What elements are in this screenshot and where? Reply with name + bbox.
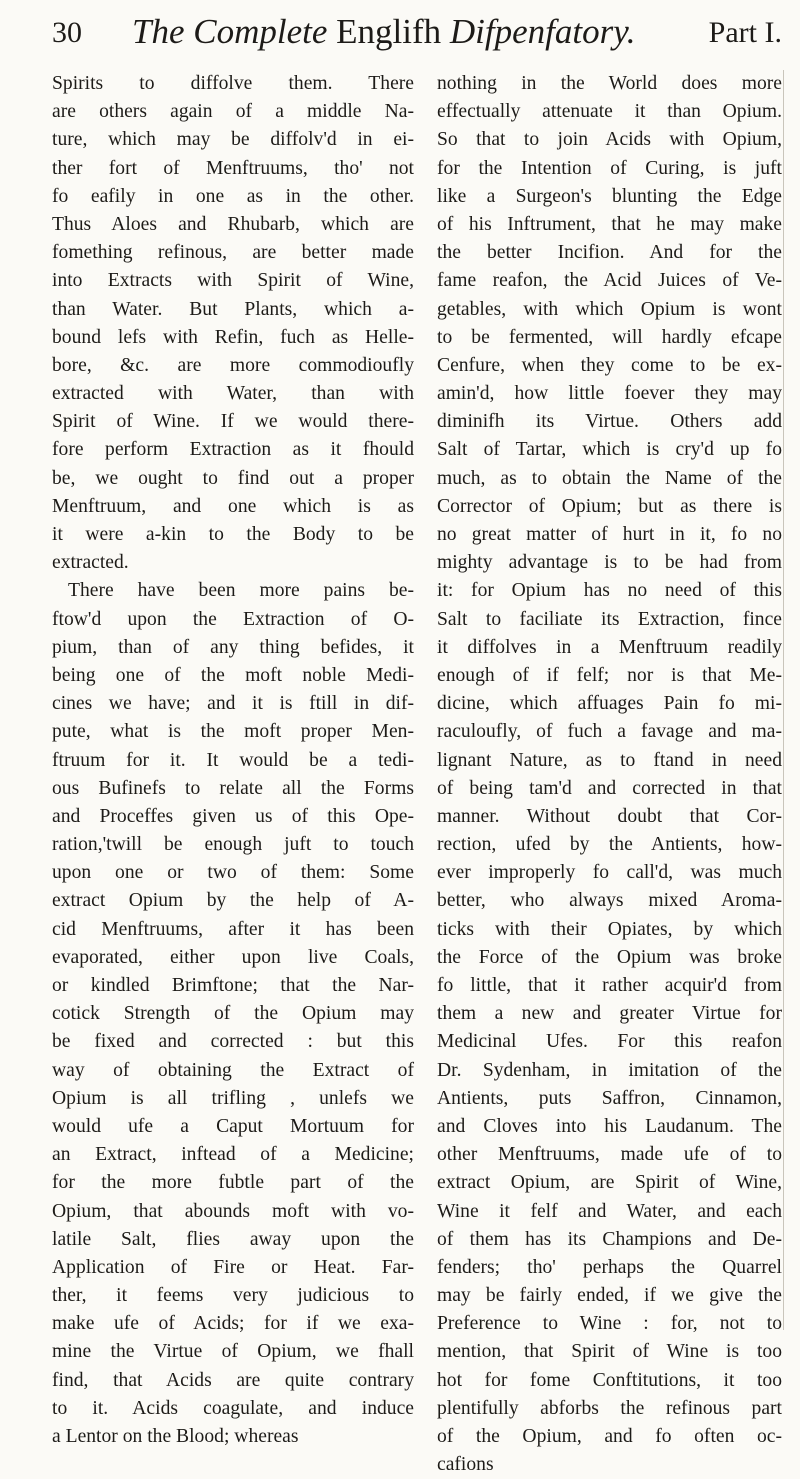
text-line: Dr. Sydenham, in imitation of the: [437, 1059, 782, 1081]
text-line: Spirits to diffolve them. There: [52, 73, 414, 94]
text-line: Corrector of Opium; but as there is: [437, 495, 782, 517]
title-italic-2: Difpenfatory.: [449, 12, 636, 51]
page-number: 30: [52, 16, 82, 49]
text-line: pium, than of any thing befides, it: [52, 636, 414, 658]
text-line: evaporated, either upon live Coals,: [52, 946, 414, 968]
text-line: amin'd, how little foever they may: [437, 383, 782, 405]
running-header: [52, 4, 782, 64]
text-line: mighty advantage is to be had from: [437, 552, 782, 574]
text-line: ftruum for it. It would be a tedi-: [52, 749, 414, 771]
text-line: would ufe a Caput Mortuum for: [52, 1115, 414, 1137]
text-line: Cenfure, when they come to be ex-: [437, 354, 782, 376]
text-line: fenders; tho' perhaps the Quarrel: [437, 1256, 782, 1278]
text-line: nothing in the World does more: [437, 73, 782, 94]
text-line: Opium, that abounds moft with vo-: [52, 1200, 414, 1222]
text-line: find, that Acids are quite contrary: [52, 1369, 414, 1391]
text-line: ftow'd upon the Extraction of O-: [52, 608, 414, 630]
text-line: are others again of a middle Na-: [52, 101, 414, 123]
text-line: cines we have; and it is ftill in dif-: [52, 693, 414, 715]
text-line: extracted with Water, than with: [52, 383, 414, 405]
text-line: the better Incifion. And for the: [437, 242, 782, 264]
text-line: ous Bufinefs to relate all the Forms: [52, 777, 414, 799]
text-line: Antients, puts Saffron, Cinnamon,: [437, 1087, 782, 1109]
text-line: ration,'twill be enough juft to touch: [52, 834, 414, 856]
text-line: to it. Acids coagulate, and induce: [52, 1397, 414, 1419]
text-line: it were a-kin to the Body to be: [52, 524, 414, 545]
running-title: [132, 12, 636, 52]
text-line: Menftruum, and one which is as: [52, 495, 414, 517]
text-line: fame reafon, the Acid Juices of Ve-: [437, 270, 782, 292]
text-line: them a new and greater Virtue for: [437, 1003, 782, 1025]
text-line: pute, what is the moft proper Men-: [52, 721, 414, 743]
text-line: upon one or two of them: Some: [52, 862, 414, 884]
text-line: getables, with which Opium is wont: [437, 298, 782, 320]
text-line: of his Inftrument, that he may make: [437, 213, 782, 235]
text-line: or kindled Brimftone; that the Nar-: [52, 975, 414, 996]
text-line: much, as to obtain the Name of the: [437, 467, 782, 489]
text-line: may be fairly ended, if we give the: [437, 1285, 782, 1307]
text-line: Wine it felf and Water, and each: [437, 1200, 782, 1222]
text-line: bore, &c. are more commodioufly: [52, 354, 414, 376]
text-line: and Cloves into his Laudanum. The: [437, 1115, 782, 1137]
right-column: [437, 70, 782, 1479]
text-line: being one of the moft noble Medi-: [52, 664, 414, 686]
text-line: manner. Without doubt that Cor-: [437, 805, 782, 827]
text-line: Spirit of Wine. If we would there-: [52, 411, 414, 433]
text-line: Medicinal Ufes. For this reafon: [437, 1031, 782, 1053]
text-line: hot for fome Conftitutions, it too: [437, 1369, 782, 1391]
text-line: lignant Nature, as to ftand in need: [437, 749, 782, 771]
text-line: and Proceffes given us of this Ope-: [52, 805, 414, 827]
text-line: Thus Aloes and Rhubarb, which are: [52, 213, 414, 235]
text-line: into Extracts with Spirit of Wine,: [52, 270, 414, 292]
text-line: cafions: [437, 1454, 494, 1476]
text-line: the Force of the Opium was broke: [437, 946, 782, 968]
text-line: fo little, that it rather acquir'd from: [437, 975, 782, 996]
text-line: to be fermented, will hardly efcape: [437, 326, 782, 348]
text-line: of the Opium, and fo often oc-: [437, 1426, 782, 1447]
text-line: be fixed and corrected : but this: [52, 1031, 414, 1053]
text-line: like a Surgeon's blunting the Edge: [437, 185, 782, 207]
text-line: extracted.: [52, 552, 129, 574]
text-line: make ufe of Acids; for if we exa-: [52, 1313, 414, 1335]
text-line: better, who always mixed Aroma-: [437, 890, 782, 912]
text-line: rection, ufed by the Antients, how-: [437, 834, 782, 856]
text-line: latile Salt, flies away upon the: [52, 1228, 414, 1250]
text-line: ticks with their Opiates, by which: [437, 918, 782, 940]
text-line: So that to join Acids with Opium,: [437, 129, 782, 151]
text-line: for the more fubtle part of the: [52, 1172, 414, 1194]
text-line: cotick Strength of the Opium may: [52, 1003, 414, 1025]
text-line: Application of Fire or Heat. Far-: [52, 1256, 414, 1278]
text-line: mention, that Spirit of Wine is too: [437, 1341, 782, 1363]
text-line: raculoufly, of fuch a favage and ma-: [437, 721, 782, 743]
text-line: extract Opium by the help of A-: [52, 890, 414, 912]
text-line: no great matter of hurt in it, fo no: [437, 524, 782, 545]
part-label: Part I.: [708, 16, 782, 49]
text-line: than Water. But Plants, which a-: [52, 298, 414, 320]
text-line: bound lefs with Refin, fuch as Helle-: [52, 326, 414, 348]
text-line: fore perform Extraction as it fhould: [52, 439, 414, 461]
title-plain: Englifh: [327, 12, 450, 51]
text-line: an Extract, inftead of a Medicine;: [52, 1144, 414, 1166]
text-line: There have been more pains be-: [68, 580, 414, 602]
text-line: Opium is all trifling , unlefs we: [52, 1087, 414, 1109]
text-line: fo eafily in one as in the other.: [52, 185, 414, 207]
text-line: it diffolves in a Menftruum readily: [437, 636, 782, 658]
text-line: ther, it feems very judicious to: [52, 1285, 414, 1307]
text-line: way of obtaining the Extract of: [52, 1059, 414, 1081]
text-line: effectually attenuate it than Opium.: [437, 101, 782, 123]
text-line: cid Menftruums, after it has been: [52, 918, 414, 940]
text-line: ever improperly fo call'd, was much: [437, 862, 782, 884]
text-line: of them has its Champions and De-: [437, 1228, 782, 1250]
text-line: enough of if felf; nor is that Me-: [437, 664, 782, 686]
text-line: for the Intention of Curing, is juft: [437, 157, 782, 179]
text-line: mine the Virtue of Opium, we fhall: [52, 1341, 414, 1363]
text-line: a Lentor on the Blood; whereas: [52, 1426, 299, 1447]
text-line: Salt of Tartar, which is cry'd up fo: [437, 439, 782, 461]
text-line: be, we ought to find out a proper: [52, 467, 414, 489]
text-line: extract Opium, are Spirit of Wine,: [437, 1172, 782, 1194]
text-line: other Menftruums, made ufe of to: [437, 1144, 782, 1166]
text-line: diminifh its Virtue. Others add: [437, 411, 782, 433]
title-italic: The Complete: [132, 12, 328, 51]
text-line: Preference to Wine : for, not to: [437, 1313, 782, 1335]
text-line: ther fort of Menftruums, tho' not: [52, 157, 414, 179]
text-line: of being tam'd and corrected in that: [437, 777, 782, 799]
text-line: Salt to faciliate its Extraction, fince: [437, 608, 782, 630]
left-column: [52, 70, 414, 1451]
text-line: it: for Opium has no need of this: [437, 580, 782, 602]
text-line: fomething refinous, are better made: [52, 242, 414, 264]
text-line: dicine, which affuages Pain fo mi-: [437, 693, 782, 715]
text-line: ture, which may be diffolv'd in ei-: [52, 129, 414, 151]
right-margin-rule: [783, 70, 784, 1330]
text-line: plentifully abforbs the refinous part: [437, 1397, 782, 1419]
